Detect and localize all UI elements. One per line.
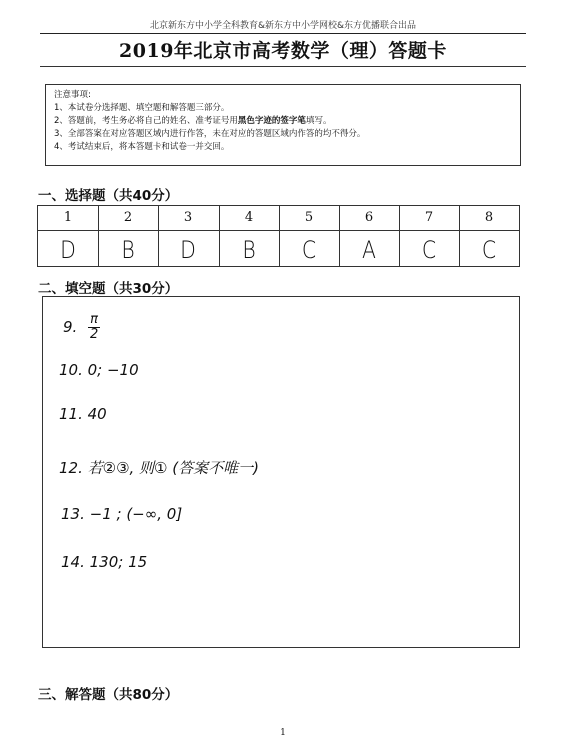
fill-answer-q10: 10. 0; −10 bbox=[59, 361, 139, 379]
handwritten-answer: C bbox=[481, 236, 497, 264]
q9-numerator: π bbox=[90, 312, 98, 327]
q9-denominator: 2 bbox=[89, 327, 99, 342]
question-number: 2 bbox=[123, 210, 133, 225]
fill-answer-q11: 11. 40 bbox=[59, 405, 107, 423]
q9-label: 9. bbox=[63, 318, 78, 336]
fill-answer-q13: 13. −1 ; (−∞, 0] bbox=[61, 505, 183, 523]
title-divider bbox=[40, 66, 526, 67]
handwritten-answer: B bbox=[121, 236, 135, 264]
handwritten-answer: B bbox=[242, 236, 256, 264]
notice-item-2-b: 填写。 bbox=[305, 116, 332, 126]
fill-answer-q14: 14. 130; 15 bbox=[61, 553, 148, 571]
notice-item-2-a: 2、答题前，考生务必将自己的姓名、准考证号用 bbox=[54, 116, 238, 126]
section-choice-heading: 一、选择题（共40分） bbox=[38, 188, 179, 204]
question-number: 6 bbox=[364, 210, 374, 225]
choice-answer-grid bbox=[37, 205, 520, 267]
notice-item-2-bold: 黑色字迹的签字笔 bbox=[237, 116, 306, 126]
question-number: 8 bbox=[484, 210, 494, 225]
fill-answer-q9 bbox=[63, 313, 100, 342]
handwritten-answer: A bbox=[362, 236, 376, 264]
page-number: 1 bbox=[280, 728, 286, 738]
section-fill-heading: 二、填空题（共30分） bbox=[38, 281, 179, 297]
question-number: 7 bbox=[424, 210, 434, 225]
question-number: 4 bbox=[244, 210, 254, 225]
publisher-line: 北京新东方中小学全科教育&新东方中小学网校&东方优播联合出品 bbox=[149, 21, 417, 31]
notice-heading: 注意事项: bbox=[54, 90, 91, 100]
handwritten-answer: D bbox=[180, 236, 196, 264]
notice-item-4: 4、考试结束后，将本答题卡和试卷一并交回。 bbox=[54, 142, 230, 152]
question-number: 5 bbox=[304, 210, 314, 225]
fill-answer-q12: 12. 若②③, 则① (答案不唯一) bbox=[59, 459, 259, 477]
question-number: 3 bbox=[183, 210, 193, 225]
header-divider bbox=[40, 33, 526, 34]
handwritten-answer: C bbox=[301, 236, 317, 264]
question-number: 1 bbox=[63, 210, 73, 225]
notice-box bbox=[45, 84, 521, 166]
notice-item-1: 1、本试卷分选择题、填空题和解答题三部分。 bbox=[54, 103, 230, 113]
notice-item-3: 3、全部答案在对应答题区域内进行作答，未在对应的答题区域内作答的均不得分。 bbox=[54, 129, 366, 139]
handwritten-answer: D bbox=[60, 236, 76, 264]
handwritten-answer: C bbox=[421, 236, 437, 264]
notice-item-2 bbox=[54, 115, 512, 128]
fill-answer-box bbox=[42, 296, 520, 648]
page-title: 2019年北京市高考数学（理）答题卡 bbox=[119, 40, 447, 62]
section-essay-heading: 三、解答题（共80分） bbox=[38, 687, 179, 703]
q9-fraction bbox=[88, 313, 100, 342]
